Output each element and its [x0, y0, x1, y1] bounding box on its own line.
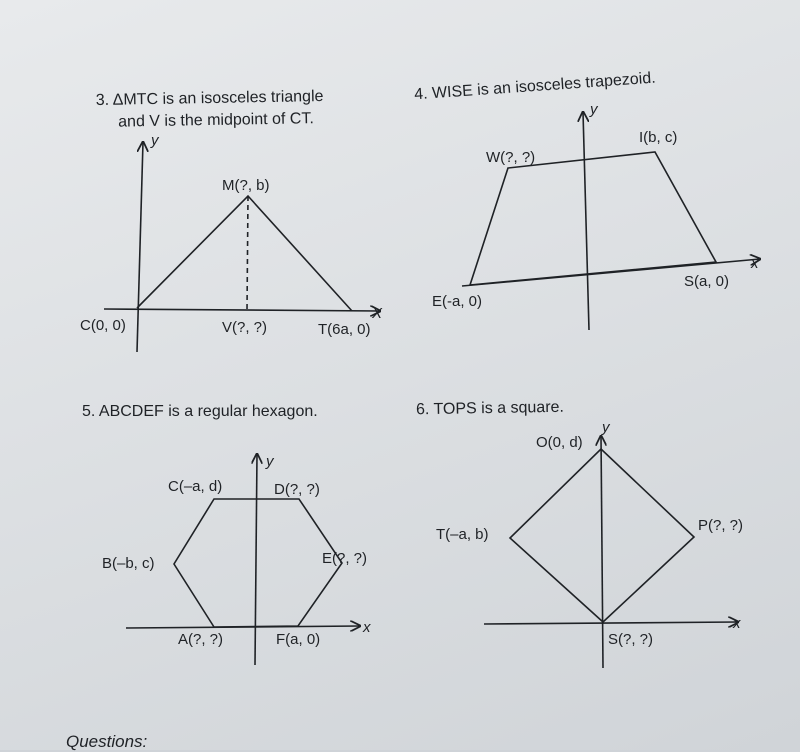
triangle-y-label: y [151, 132, 159, 149]
hexagon-y-label: y [266, 453, 274, 470]
square-x-axis [484, 622, 738, 624]
problem-6-number: 6. [415, 401, 430, 419]
square-y-axis [601, 436, 603, 668]
label-p: P(?, ?) [698, 517, 744, 534]
label-f-hex: F(a, 0) [276, 631, 321, 648]
trapezoid-shape [470, 152, 716, 285]
questions-heading: Questions: [66, 732, 148, 751]
label-e: E(-a, 0) [432, 293, 483, 310]
problem-3-line1: ΔMTC is an isosceles triangle [112, 88, 324, 109]
label-m: M(?, b) [222, 177, 270, 194]
problem-5-statement: ABCDEF is a regular hexagon. [98, 403, 318, 420]
label-o: O(0, d) [536, 434, 583, 451]
label-b-hex: B(–b, c) [102, 555, 155, 572]
problem-3-number: 3. [95, 91, 110, 109]
hexagon-shape [174, 499, 342, 627]
hexagon-y-axis [255, 454, 257, 665]
label-a-hex: A(?, ?) [178, 631, 224, 648]
triangle-sides [137, 196, 352, 311]
trapezoid-y-axis [583, 112, 589, 330]
square-y-label: y [602, 419, 610, 436]
triangle-altitude [247, 196, 248, 311]
trapezoid-x-label: x [751, 255, 759, 272]
hexagon-x-label: x [363, 619, 371, 636]
triangle-x-label: X [372, 305, 383, 322]
triangle-x-axis [104, 309, 380, 311]
label-v: V(?, ?) [222, 319, 268, 336]
problem-4-number: 4. [413, 85, 429, 104]
label-w: W(?, ?) [486, 149, 536, 166]
label-i: I(b, c) [639, 129, 678, 146]
problem-4-statement: WISE is an isosceles trapezoid. [431, 69, 657, 103]
label-s-sq: S(?, ?) [608, 631, 654, 648]
triangle-y-axis [137, 142, 143, 352]
label-e-hex: E(?, ?) [322, 550, 368, 567]
label-d-hex: D(?, ?) [274, 481, 320, 498]
label-t: T(6a, 0) [318, 321, 371, 338]
label-s: S(a, 0) [684, 273, 730, 290]
label-t-sq: T(–a, b) [436, 526, 489, 543]
problem-3-line2: and V is the midpoint of CT. [118, 110, 314, 131]
trapezoid-y-label: y [590, 101, 598, 118]
square-x-label: x [733, 615, 741, 632]
problem-5-number: 5. [82, 403, 96, 420]
trapezoid-diagram [462, 112, 760, 330]
label-c-hex: C(–a, d) [168, 478, 223, 495]
label-c: C(0, 0) [80, 317, 126, 334]
problem-6-statement: TOPS is a square. [433, 398, 565, 418]
